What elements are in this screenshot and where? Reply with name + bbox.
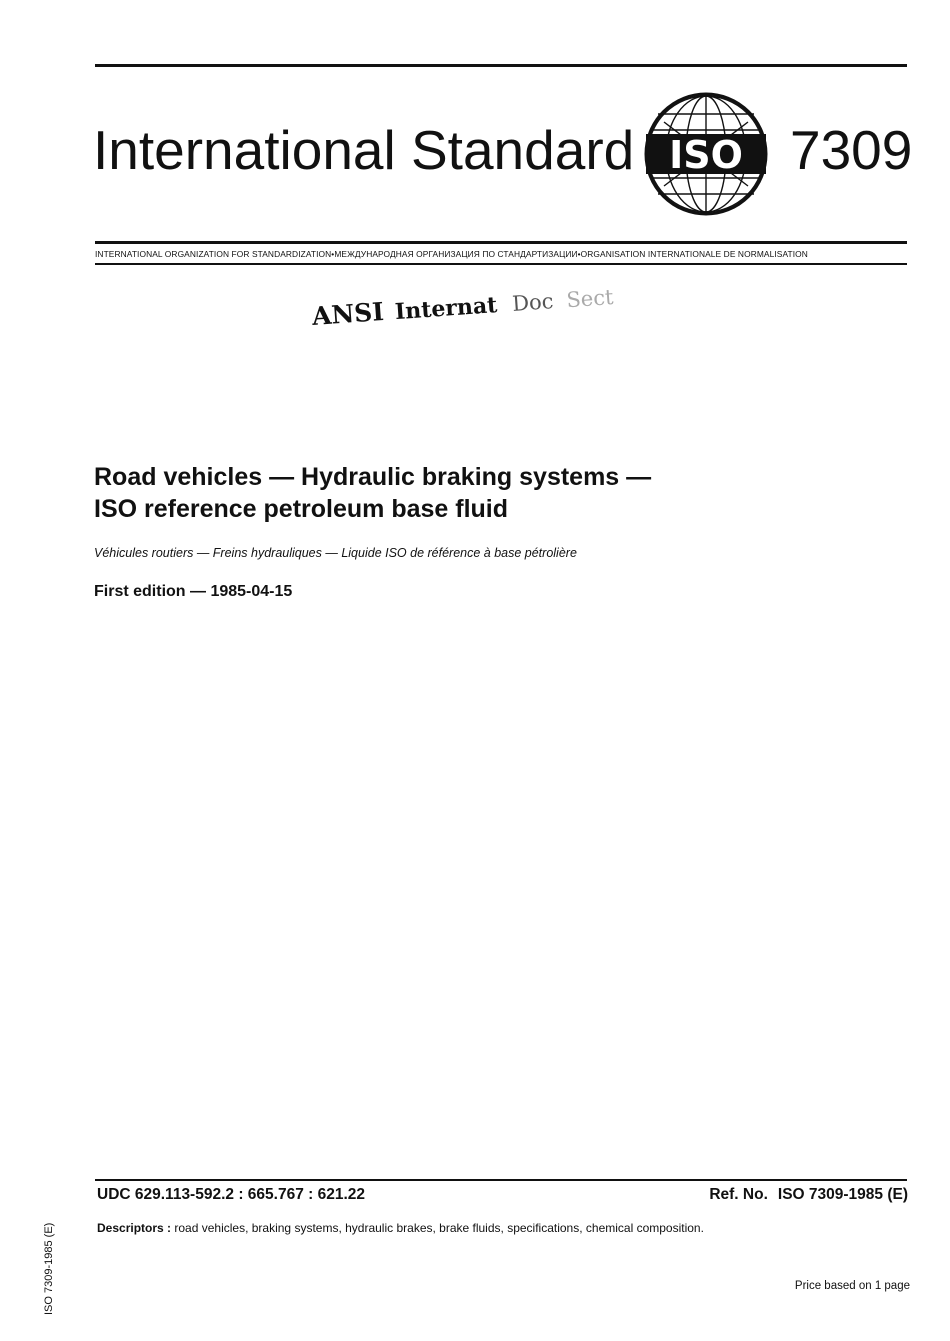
iso-logo-text: ISO [669,133,743,177]
edition-line: First edition — 1985-04-15 [94,583,293,600]
stamp-part-3: Doc [511,289,555,316]
reference-label: Ref. No. [709,1186,768,1203]
stamp-part-2: Internat [394,292,499,326]
footer-rule [95,1179,907,1181]
descriptors-label: Descriptors : [97,1221,172,1235]
standard-title: International Standard [93,119,635,181]
organization-line: INTERNATIONAL ORGANIZATION FOR STANDARDIZATION•МЕЖДУНАРОДНАЯ ОРГАНИЗАЦИЯ ПО СТАНДАРТИЗАЦИИ•ORGANISATION INTERNATIONALE DE NORMALISATION [95,249,808,259]
org-rule-lower [95,263,907,265]
ansi-stamp [311,281,614,331]
standard-number: 7309 [790,119,913,181]
iso-logo-icon [644,92,768,216]
reference-value: ISO 7309-1985 (E) [777,1186,908,1203]
descriptors-text: road vehicles, braking systems, hydraulic brakes, brake fluids, specifications, chemical composition. [174,1221,704,1235]
reference-number [709,1186,908,1204]
descriptors-line [97,1221,704,1235]
org-rule-upper [95,241,907,244]
french-subtitle: Véhicules routiers — Freins hydrauliques — Liquide ISO de référence à base pétrolière [94,546,577,560]
stamp-part-4: Sect [565,284,615,313]
side-document-label: ISO 7309-1985 (E) [43,1222,55,1315]
document-title [94,461,854,525]
document-title-line-2: ISO reference petroleum base fluid [94,495,509,523]
price-note: Price based on 1 page [794,1280,910,1292]
top-rule [95,64,907,67]
udc-code: UDC 629.113-592.2 : 665.767 : 621.22 [97,1186,365,1203]
document-title-line-1: Road vehicles — Hydraulic braking systems — [94,463,652,491]
stamp-part-1: ANSI [310,297,385,331]
